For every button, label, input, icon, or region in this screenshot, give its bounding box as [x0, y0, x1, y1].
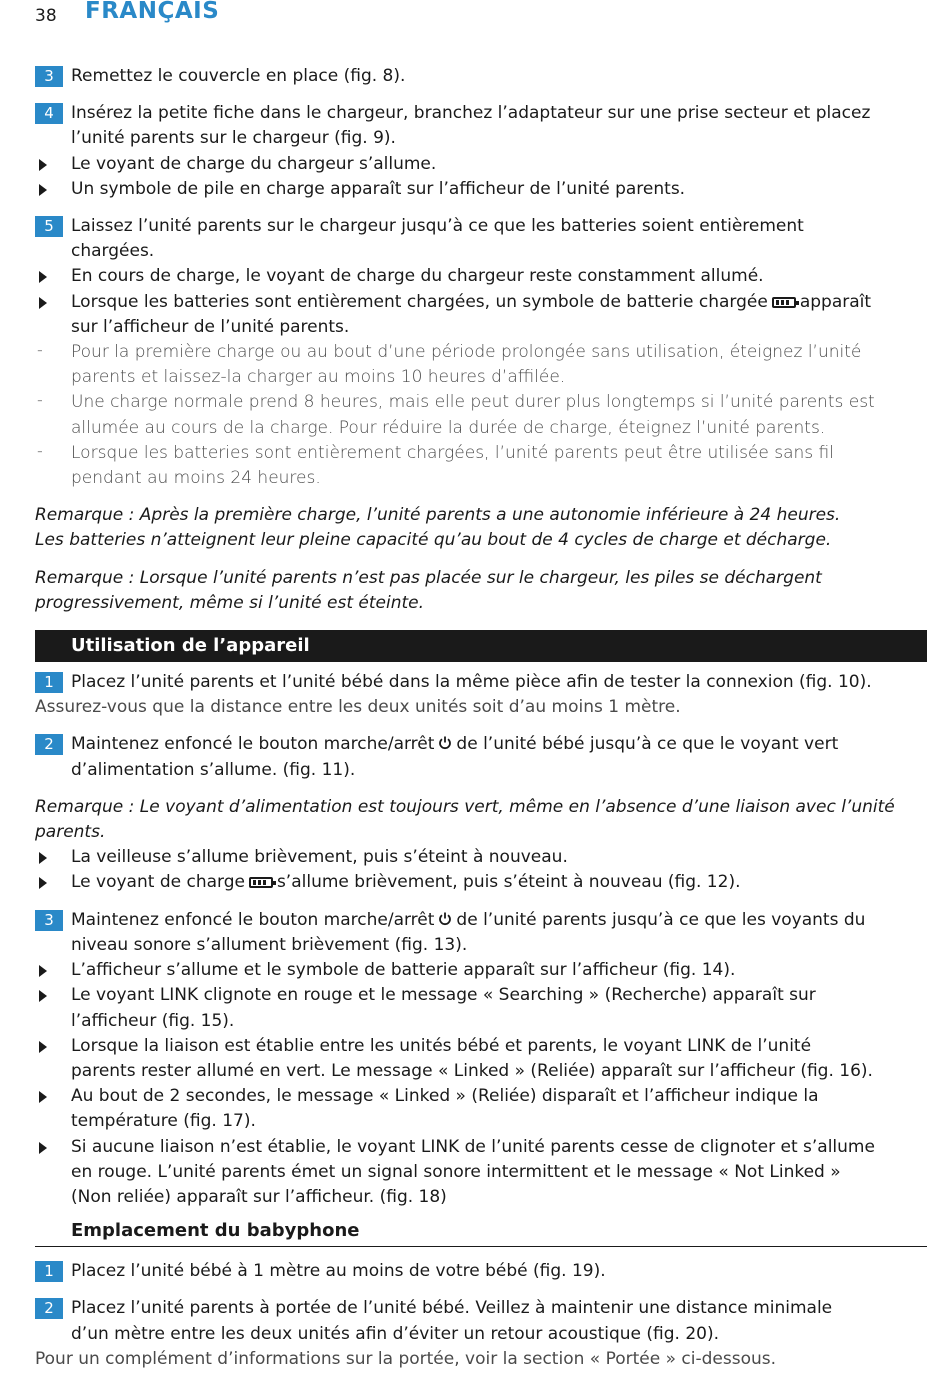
step-text: Placez l’unité parents et l’unité bébé dans la même pièce afin de tester la connexion (fig. 10).	[71, 672, 872, 693]
step-text: Placez l’unité bébé à 1 mètre au moins de votre bébé (fig. 19).	[71, 1261, 606, 1282]
step-number: 2	[35, 1298, 63, 1319]
step-text: Placez l’unité parents à portée de l’unité bébé. Veillez à maintenir une distance minimale	[71, 1298, 833, 1319]
dash-text: - Lorsque les batteries sont entièrement chargées, l’unité parents peut être utilisée sans fil	[71, 442, 834, 463]
dash-text: pendant au moins 24 heures.	[71, 468, 321, 489]
step-number: 3	[35, 910, 63, 931]
bullet-text: température (fig. 17).	[71, 1111, 256, 1132]
dash-text: - Pour la première charge ou au bout d’une période prolongée sans utilisation, éteignez l’unité	[71, 342, 862, 363]
page-number: 38	[35, 6, 57, 26]
step-4	[35, 101, 927, 151]
bullet-item	[35, 1034, 927, 1084]
step-text: Remettez le couvercle en place (fig. 8).	[71, 66, 406, 86]
step-1	[35, 1259, 927, 1284]
step-number: 1	[35, 1261, 63, 1282]
section-heading: Utilisation de l’appareil	[35, 630, 927, 662]
step-1	[35, 670, 927, 695]
step-3	[35, 64, 927, 89]
bullet-item	[35, 1084, 927, 1134]
remark-text: parents.	[35, 822, 106, 843]
remark-note	[35, 566, 927, 616]
step-text: de l’unité bébé jusqu’à ce que le voyant vert	[456, 734, 839, 755]
battery-full-icon	[772, 297, 796, 308]
step-text: chargées.	[71, 241, 155, 262]
bullet-item: Un symbole de pile en charge apparaît sur l’afficheur de l’unité parents.	[35, 177, 927, 202]
bullet-text: Le voyant LINK clignote en rouge et le message « Searching » (Recherche) apparaît sur	[71, 985, 816, 1006]
step-text: d’alimentation s’allume. (fig. 11).	[71, 759, 356, 780]
bullet-item: La veilleuse s’allume brièvement, puis s’éteint à nouveau.	[35, 845, 927, 870]
bullet-text: l’afficheur (fig. 15).	[71, 1010, 235, 1031]
step-3	[35, 908, 927, 958]
bullet-text: s’allume brièvement, puis s’éteint à nouveau (fig. 12).	[276, 872, 741, 893]
bullet-text: sur l’afficheur de l’unité parents.	[71, 316, 350, 337]
bullet-text: Le voyant de charge	[71, 872, 245, 893]
step-5	[35, 214, 927, 264]
paragraph: Assurez-vous que la distance entre les deux unités soit d’au moins 1 mètre.	[35, 697, 681, 718]
step-text: Maintenez enfoncé le bouton marche/arrêt	[71, 909, 435, 930]
step-text: Insérez la petite fiche dans le chargeur, branchez l’adaptateur sur une prise secteur et placez	[71, 103, 871, 124]
bullet-item: En cours de charge, le voyant de charge du chargeur reste constamment allumé.	[35, 264, 927, 289]
step-text: d’un mètre entre les deux unités afin d’éviter un retour acoustique (fig. 20).	[71, 1323, 720, 1344]
step-number: 2	[35, 734, 63, 755]
dash-item	[35, 441, 927, 491]
bullet-text: parents rester allumé en vert. Le message « Linked » (Reliée) apparaît sur l’afficheur (fig. 16).	[71, 1060, 873, 1081]
bullet-text: Au bout de 2 secondes, le message « Linked » (Reliée) disparaît et l’afficheur indique la	[71, 1086, 819, 1107]
step-number: 4	[35, 103, 63, 124]
bullet-text: Lorsque la liaison est établie entre les unités bébé et parents, le voyant LINK de l’unité	[71, 1035, 812, 1056]
step-number: 1	[35, 672, 63, 693]
dash-item	[35, 340, 927, 390]
step-2	[35, 1296, 927, 1346]
bullet-item: L’afficheur s’allume et le symbole de batterie apparaît sur l’afficheur (fig. 14).	[35, 958, 927, 983]
page-content	[35, 64, 927, 1372]
dash-text: allumée au cours de la charge. Pour réduire la durée de charge, éteignez l’unité parents.	[71, 417, 826, 438]
battery-full-icon	[249, 877, 273, 888]
remark-text: Remarque : Le voyant d’alimentation est toujours vert, même en l’absence d’une liaison avec l’unité	[35, 796, 895, 817]
power-icon	[438, 912, 452, 926]
subsection-heading: Emplacement du babyphone	[35, 1218, 927, 1247]
bullet-text: Lorsque les batteries sont entièrement chargées, un symbole de batterie chargée	[71, 291, 768, 312]
step-text: Maintenez enfoncé le bouton marche/arrêt	[71, 734, 435, 755]
step-text: l’unité parents sur le chargeur (fig. 9).	[71, 128, 396, 149]
remark-note	[35, 503, 927, 553]
step-text: Laissez l’unité parents sur le chargeur jusqu’à ce que les batteries soient entièrement	[71, 216, 804, 237]
step-text: de l’unité parents jusqu’à ce que les voyants du	[456, 909, 866, 930]
bullet-item	[35, 290, 927, 340]
step-number: 5	[35, 216, 63, 237]
paragraph: Pour un complément d’informations sur la portée, voir la section « Portée » ci-dessous.	[35, 1348, 777, 1369]
step-number: 3	[35, 66, 63, 87]
bullet-item	[35, 1135, 927, 1211]
dash-item	[35, 390, 927, 440]
bullet-text: apparaît	[799, 291, 872, 312]
dash-text: parents et laissez-la charger au moins 10 heures d’affilée.	[71, 367, 566, 388]
dash-text: - Une charge normale prend 8 heures, mais elle peut durer plus longtemps si l’unité parents est	[71, 392, 875, 413]
remark-text: Les batteries n’atteignent leur pleine capacité qu’au bout de 4 cycles de charge et décharge.	[35, 530, 832, 551]
bullet-item: Le voyant de charge du chargeur s’allume.	[35, 152, 927, 177]
bullet-item	[35, 983, 927, 1033]
step-2	[35, 732, 927, 782]
bullet-text: Si aucune liaison n’est établie, le voyant LINK de l’unité parents cesse de clignoter et s’allume	[71, 1136, 875, 1157]
bullet-item	[35, 870, 927, 895]
step-text: niveau sonore s’allument brièvement (fig. 13).	[71, 934, 468, 955]
bullet-text: (Non reliée) apparaît sur l’afficheur. (fig. 18)	[71, 1186, 447, 1207]
bullet-text: en rouge. L’unité parents émet un signal sonore intermittent et le message « Not Linked »	[71, 1161, 841, 1182]
remark-text: Remarque : Après la première charge, l’unité parents a une autonomie inférieure à 24 heures.	[35, 505, 841, 526]
remark-note	[35, 795, 927, 845]
power-icon	[438, 736, 452, 750]
language-title: FRANÇAIS	[85, 0, 220, 24]
remark-text: Remarque : Lorsque l’unité parents n’est pas placée sur le chargeur, les piles se déchargent	[35, 567, 822, 588]
remark-text: progressivement, même si l’unité est éteinte.	[35, 592, 424, 613]
